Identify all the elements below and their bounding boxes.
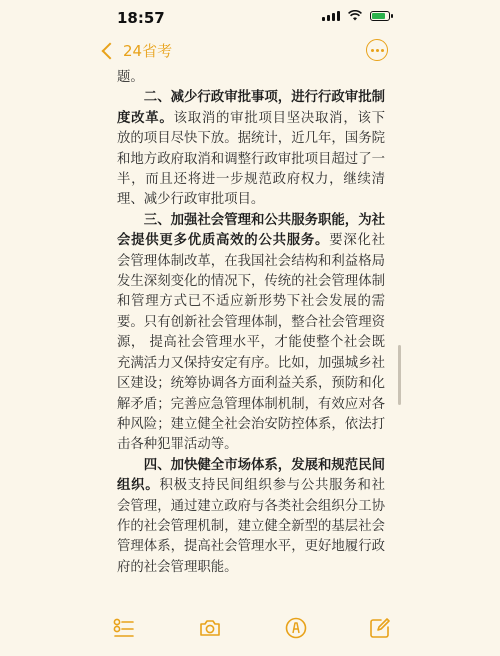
wifi-icon — [348, 10, 362, 21]
cellular-signal-icon — [322, 10, 340, 21]
back-button[interactable] — [104, 40, 172, 61]
battery-icon — [370, 11, 390, 21]
nav-bar — [0, 36, 500, 68]
battery-level — [372, 13, 385, 19]
paragraph-3 — [117, 456, 385, 578]
markup-pen-icon[interactable] — [284, 616, 308, 640]
paragraph-3-heading: 四、加快健全市场体系，发展和规范民间组织。 — [117, 457, 385, 494]
paragraph-0: 题。 — [117, 70, 144, 85]
checklist-icon[interactable] — [112, 616, 136, 640]
status-bar — [0, 0, 500, 34]
note-body[interactable] — [117, 68, 385, 608]
paragraph-1-text: 该取消的审批项目坚决取消，该下 放的项目尽快下放。据统计，近几年，国务院和地方政府取消和调整行政审批项目超过了一 半，而且还将进一步规范政府权力，继续清理、减少行政审批项目。 — [117, 110, 385, 208]
compose-icon[interactable] — [368, 616, 392, 640]
more-options-icon[interactable] — [366, 39, 388, 61]
paragraph-1-heading: 二、减少行政审批事项，进行行政审批制度改革。 — [117, 90, 385, 126]
scrollbar-thumb[interactable] — [398, 345, 401, 405]
chevron-left-icon — [102, 43, 119, 60]
paragraph-2-text: 要深化社 会管理体制改革，在我国社会结构和利益格局发生深刻变化的情况下，传统的社会管理体制 和管理方式已不适应新形势下社会发展的需要。只有创新社会管理体制，整合社会管理资源， 提高社会管理水平，才能使整个社会既充满活力又保持安定有序。比如，加强城乡社区建设；统筹协调各方面利益关系，预防和化解矛盾；完善应急管理体制机制，有效应对各种风险；建立健全社会治安防控体系，依法打击各种犯罪活动等。 — [117, 233, 385, 453]
bottom-toolbar — [0, 610, 500, 656]
paragraph-1 — [117, 88, 385, 210]
paragraph-2 — [117, 211, 385, 456]
status-time: 18:57 — [117, 9, 165, 27]
status-icons — [322, 10, 390, 21]
camera-icon[interactable] — [198, 616, 222, 640]
paragraph-3-text: 积极支持民间组织参与公共服务和社 会管理，通过建立政府与各类社会组织分工协作的社会管理机制，建立健全新型的基层社会 管理体系，提高社会管理水平，更好地履行政府的社会管理职能。 — [117, 478, 385, 575]
paragraph-2-heading: 三、加强社会管理和公共服务职能，为社会提供更多优质高效的公共服务。 — [117, 212, 385, 249]
back-label: 24省考 — [123, 42, 173, 60]
